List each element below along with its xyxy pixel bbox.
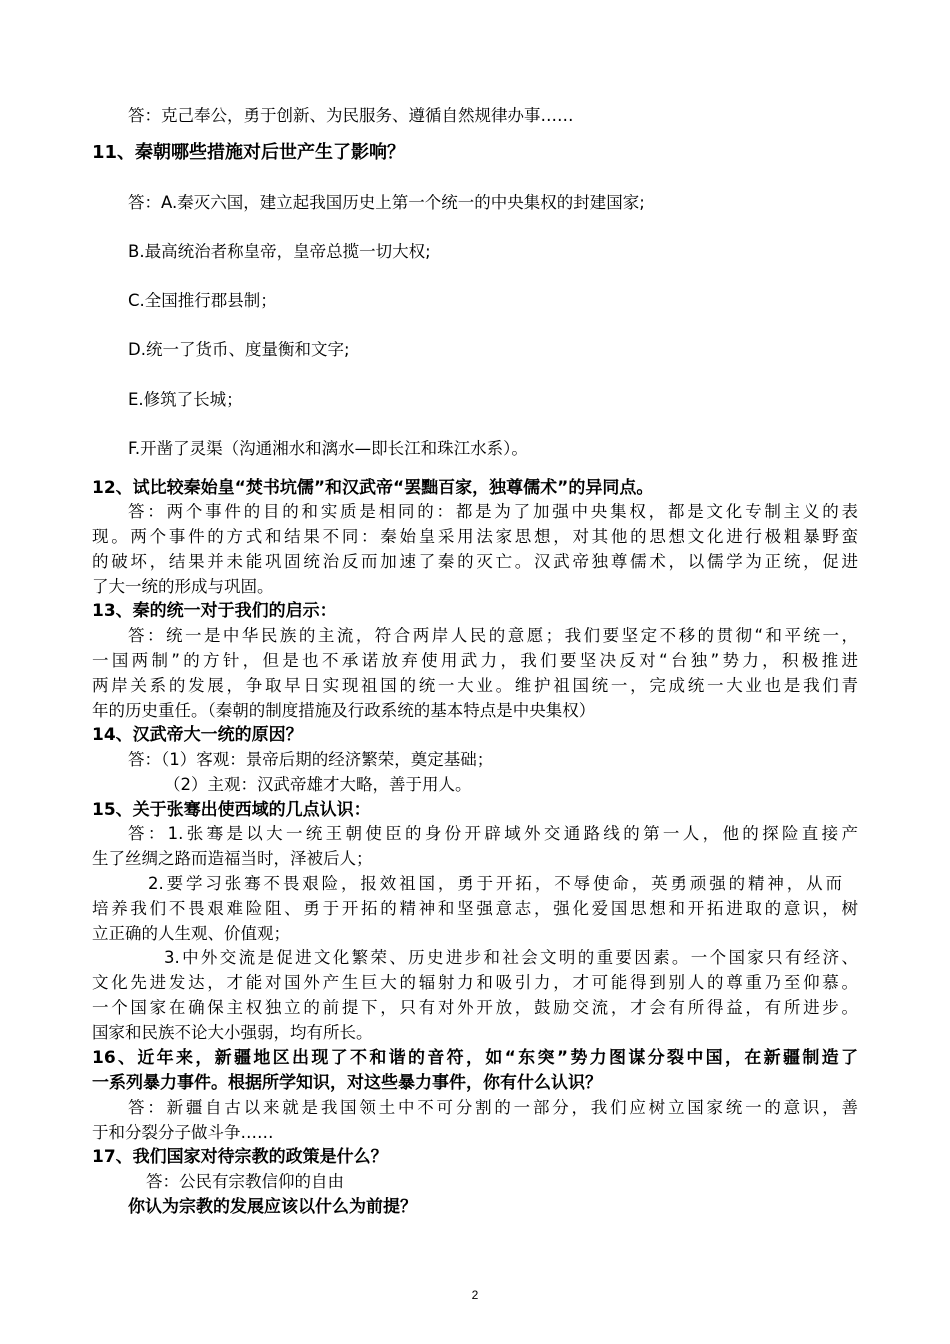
answer-12-line-2: 现。两个事件的方式和结果不同：秦始皇采用法家思想，对其他的思想文化进行极粗暴野蛮 (92, 527, 858, 546)
answer-15-p2-line-3: 立正确的人生观、价值观； (92, 924, 290, 943)
answer-12-line-1: 答：两个事件的目的和实质是相同的：都是为了加强中央集权，都是文化专制主义的表 (128, 502, 858, 521)
answer-15-p3-line-3: 一个国家在确保主权独立的前提下，只有对外开放，鼓励交流，才会有所得益，有所进步。 (92, 998, 858, 1017)
question-16-line-2: 一系列暴力事件。根据所学知识，对这些暴力事件，你有什么认识？ (92, 1073, 602, 1093)
answer-12-line-3: 的破坏，结果并未能巩固统治反而加速了秦的灭亡。汉武帝独尊儒术，以儒学为正统，促进 (92, 552, 858, 571)
answer-12-line-4: 了大一统的形成与巩固。 (92, 577, 274, 596)
answer-17: 答：公民有宗教信仰的自由 (146, 1172, 344, 1191)
answer-10-line: 答：克己奉公，勇于创新、为民服务、遵循自然规律办事…… (128, 106, 574, 125)
answer-11-d: D.统一了货币、度量衡和文字; (128, 340, 350, 359)
question-17-followup: 你认为宗教的发展应该以什么为前提？ (128, 1197, 417, 1217)
answer-11-c: C.全国推行郡县制； (128, 291, 277, 310)
answer-15-p1-line-2: 生了丝绸之路而造福当时，泽被后人； (92, 849, 373, 868)
answer-16-line-1: 答：新疆自古以来就是我国领土中不可分割的一部分，我们应树立国家统一的意识，善 (128, 1098, 858, 1117)
question-11: 11、秦朝哪些措施对后世产生了影响？ (92, 142, 406, 163)
answer-14-subjective: （2）主观：汉武帝雄才大略，善于用人。 (164, 775, 472, 794)
answer-11-b: B.最高统治者称皇帝，皇帝总揽一切大权; (128, 242, 431, 261)
answer-15-p3-line-1: 3.中外交流是促进文化繁荣、历史进步和社会文明的重要因素。一个国家只有经济、 (164, 948, 858, 967)
answer-15-p2-line-2: 培养我们不畏艰难险阻、勇于开拓的精神和坚强意志，强化爱国思想和开拓进取的意识，树 (92, 899, 858, 918)
answer-13-line-2: 一国两制”的方针，但是也不承诺放弃使用武力，我们要坚决反对“台独”势力，积极推进 (92, 651, 858, 670)
answer-15-p2-line-1: 2.要学习张骞不畏艰险，报效祖国，勇于开拓，不辱使命，英勇顽强的精神，从而 (148, 874, 842, 893)
question-13: 13、秦的统一对于我们的启示： (92, 601, 337, 621)
answer-15-p1-line-1: 答：1.张骞是以大一统王朝使臣的身份开辟域外交通路线的第一人，他的探险直接产 (128, 824, 858, 843)
answer-13-line-3: 两岸关系的发展，争取早日实现祖国的统一大业。维护祖国统一，完成统一大业也是我们青 (92, 676, 858, 695)
question-14: 14、汉武帝大一统的原因？ (92, 725, 303, 745)
answer-11-e: E.修筑了长城； (128, 390, 243, 409)
answer-16-line-2: 于和分裂分子做斗争…… (92, 1123, 274, 1142)
question-12: 12、试比较秦始皇“焚书坑儒”和汉武帝“罢黜百家，独尊儒术”的异同点。 (92, 478, 654, 498)
question-15: 15、关于张骞出使西域的几点认识： (92, 800, 371, 820)
answer-13-line-4: 年的历史重任。（秦朝的制度措施及行政系统的基本特点是中央集权） (92, 701, 596, 720)
answer-11-a: 答：A.秦灭六国，建立起我国历史上第一个统一的中央集权的封建国家; (128, 193, 645, 212)
answer-11-f: F.开凿了灵渠（沟通湘水和漓水—即长江和珠江水系）。 (128, 439, 528, 458)
answer-13-line-1: 答：统一是中华民族的主流，符合两岸人民的意愿；我们要坚定不移的贯彻“和平统一， (128, 626, 858, 645)
answer-15-p3-line-4: 国家和民族不论大小强弱，均有所长。 (92, 1023, 373, 1042)
answer-15-p3-line-2: 文化先进发达，才能对国外产生巨大的辐射力和吸引力，才可能得到别人的尊重乃至仰慕。 (92, 973, 858, 992)
answer-14-objective: 答：（1）客观：景帝后期的经济繁荣，奠定基础； (128, 750, 494, 769)
question-16-line-1: 16、近年来，新疆地区出现了不和谐的音符，如“东突”势力图谋分裂中国，在新疆制造了 (92, 1048, 858, 1068)
question-17: 17、我们国家对待宗教的政策是什么？ (92, 1147, 388, 1167)
page-number: 2 (471, 1288, 479, 1302)
